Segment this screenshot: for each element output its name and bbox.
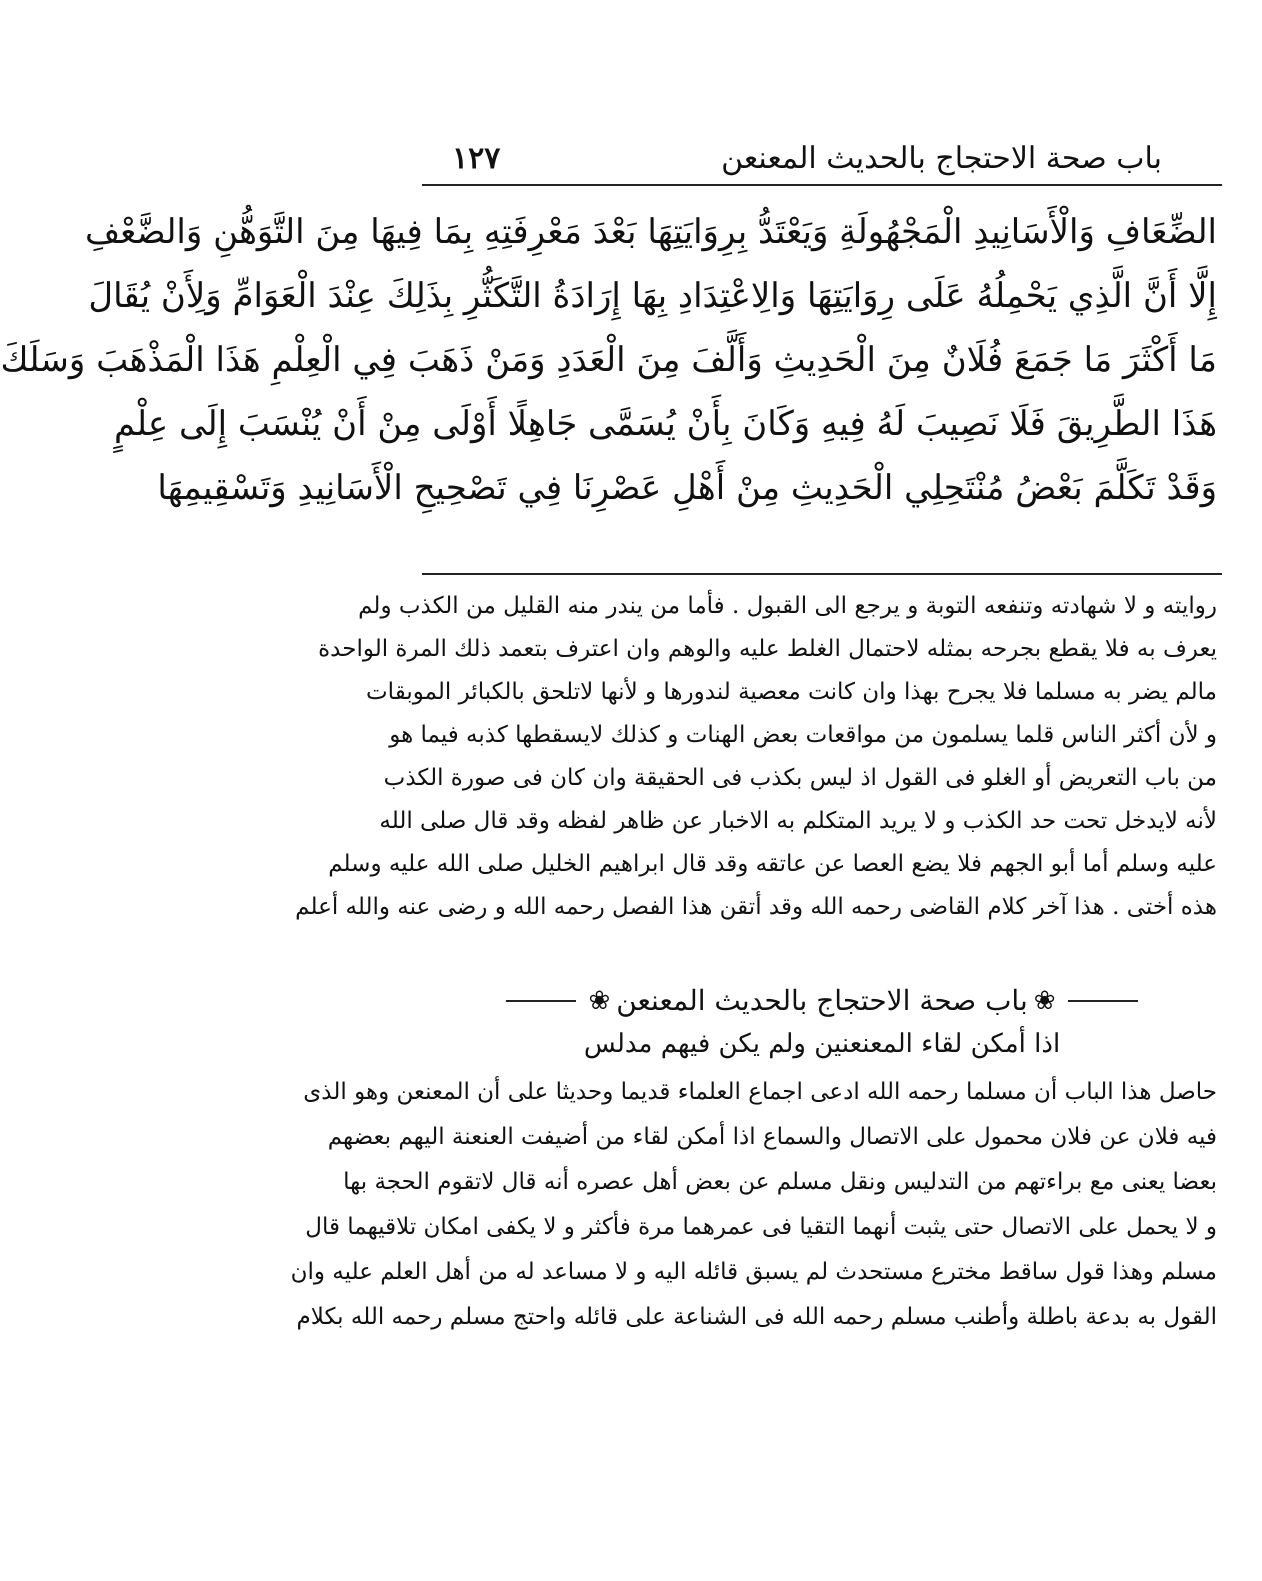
chapter-title-row [427,978,1217,1024]
commentary-line: عليه وسلم أما أبو الجهم فلا يضع العصا عن عاتقه وقد قال ابراهيم الخليل صلى الله عليه وسلم [328,851,1217,877]
main-text-line: مَا أَكْثَرَ مَا جَمَعَ فُلَانٌ مِنَ الْحَدِيثِ وَأَلَّفَ مِنَ الْعَدَدِ وَمَنْ ذَهَبَ فِي الْعِلْمِ هَذَا الْمَذْهَبَ وَسَلَكَ [0,340,1217,380]
commentary-line: و لأن أكثر الناس قلما يسلمون من مواقعات بعض الهنات و كذلك لايسقطها كذبه فيما هو [389,722,1217,748]
main-text-line: وَقَدْ تَكَلَّمَ بَعْضُ مُنْتَحِلِي الْحَدِيثِ مِنْ أَهْلِ عَصْرِنَا فِي تَصْحِيحِ الْأَسَانِيدِ وَتَسْقِيمِهَا [157,468,1217,508]
body-line: و لا يحمل على الاتصال حتى يثبت أنهما التقيا فى عمرهما مرة فأكثر و لا يكفى امكان تلاقيهما قال [305,1214,1217,1240]
body-line: حاصل هذا الباب أن مسلما رحمه الله ادعى اجماع العلماء قديما وحديثا على أن المعنعن وهو الذى [303,1079,1217,1105]
header-divider [422,184,1222,186]
ornament-dash-right [1068,1000,1138,1002]
commentary-line: يعرف به فلا يقطع بجرحه بمثله لاحتمال الغلط عليه والوهم وان اعترف بتعمد ذلك المرة الواحدة [318,636,1217,662]
body-line: فيه فلان عن فلان محمول على الاتصال والسماع اذا أمكن لقاء من أضيفت العنعنة اليهم بعضهم [327,1124,1217,1150]
chapter-subtitle: اذا أمكن لقاء المعنعنين ولم يكن فيهم مدلس [583,1029,1061,1059]
chapter-heading [427,978,1217,1064]
commentary-line: روايته و لا شهادته وتنفعه التوبة و يرجع الى القبول . فأما من يندر منه القليل من الكذب ولم [358,593,1217,619]
chapter-title: باب صحة الاحتجاج بالحديث المعنعن [616,984,1028,1017]
ornament-left-icon: ❀ [588,986,611,1016]
main-text-line: هَذَا الطَّرِيقَ فَلَا نَصِيبَ لَهُ فِيهِ وَكَانَ بِأَنْ يُسَمَّى جَاهِلًا أَوْلَى مِنْ أَنْ يُنْسَبَ إِلَى عِلْمٍ [113,404,1217,444]
running-header [422,138,1222,180]
text-commentary-divider [422,573,1222,575]
ornament-right-icon: ❀ [1033,986,1056,1016]
commentary-line: مالم يضر به مسلما فلا يجرح بهذا وان كانت معصية لندورها و لأنها لاتلحق بالكبائر الموبقات [366,679,1217,705]
commentary-line: هذه أختى . هذا آخر كلام القاضى رحمه الله وقد أتقن هذا الفصل رحمه الله و رضى عنه والله أعلم [295,894,1217,920]
running-header-title: باب صحة الاحتجاج بالحديث المعنعن [721,141,1162,176]
commentary-block [295,585,1217,929]
main-text-line: الضِّعَافِ وَالْأَسَانِيدِ الْمَجْهُولَةِ وَيَعْتَدُّ بِرِوَايَتِهَا بَعْدَ مَعْرِفَتِهِ بِمَا فِيهَا مِنَ التَّوَهُّنِ وَالضَّعْفِ [84,212,1217,252]
body-line: مسلم وهذا قول ساقط مخترع مستحدث لم يسبق قائله اليه و لا مساعد له من أهل العلم عليه وان [290,1259,1217,1285]
body-line: بعضا يعنى مع براءتهم من التدليس ونقل مسلم عن بعض أهل عصره أنه قال لاتقوم الحجة بها [343,1169,1217,1195]
ornament-dash-left [506,1000,576,1002]
commentary-line: لأنه لايدخل تحت حد الكذب و لا يريد المتكلم به الاخبار عن ظاهر لفظه وقد قال صلى الله [379,808,1217,834]
commentary-line: من باب التعريض أو الغلو فى القول اذ ليس بكذب فى الحقيقة وان كان فى صورة الكذب [383,765,1217,791]
chapter-body [290,1070,1217,1340]
page-number: ١٢٧ [452,141,501,176]
main-text-block [0,200,1217,520]
main-text-line: إِلَّا أَنَّ الَّذِي يَحْمِلُهُ عَلَى رِوَايَتِهَا وَالِاعْتِدَادِ بِهَا إِرَادَةُ التَّكَثُّرِ بِذَلِكَ عِنْدَ الْعَوَامِّ وَلِأَنْ يُقَالَ [88,276,1217,316]
body-line: القول به بدعة باطلة وأطنب مسلم رحمه الله فى الشناعة على قائله واحتج مسلم رحمه الله بكلام [296,1304,1217,1330]
